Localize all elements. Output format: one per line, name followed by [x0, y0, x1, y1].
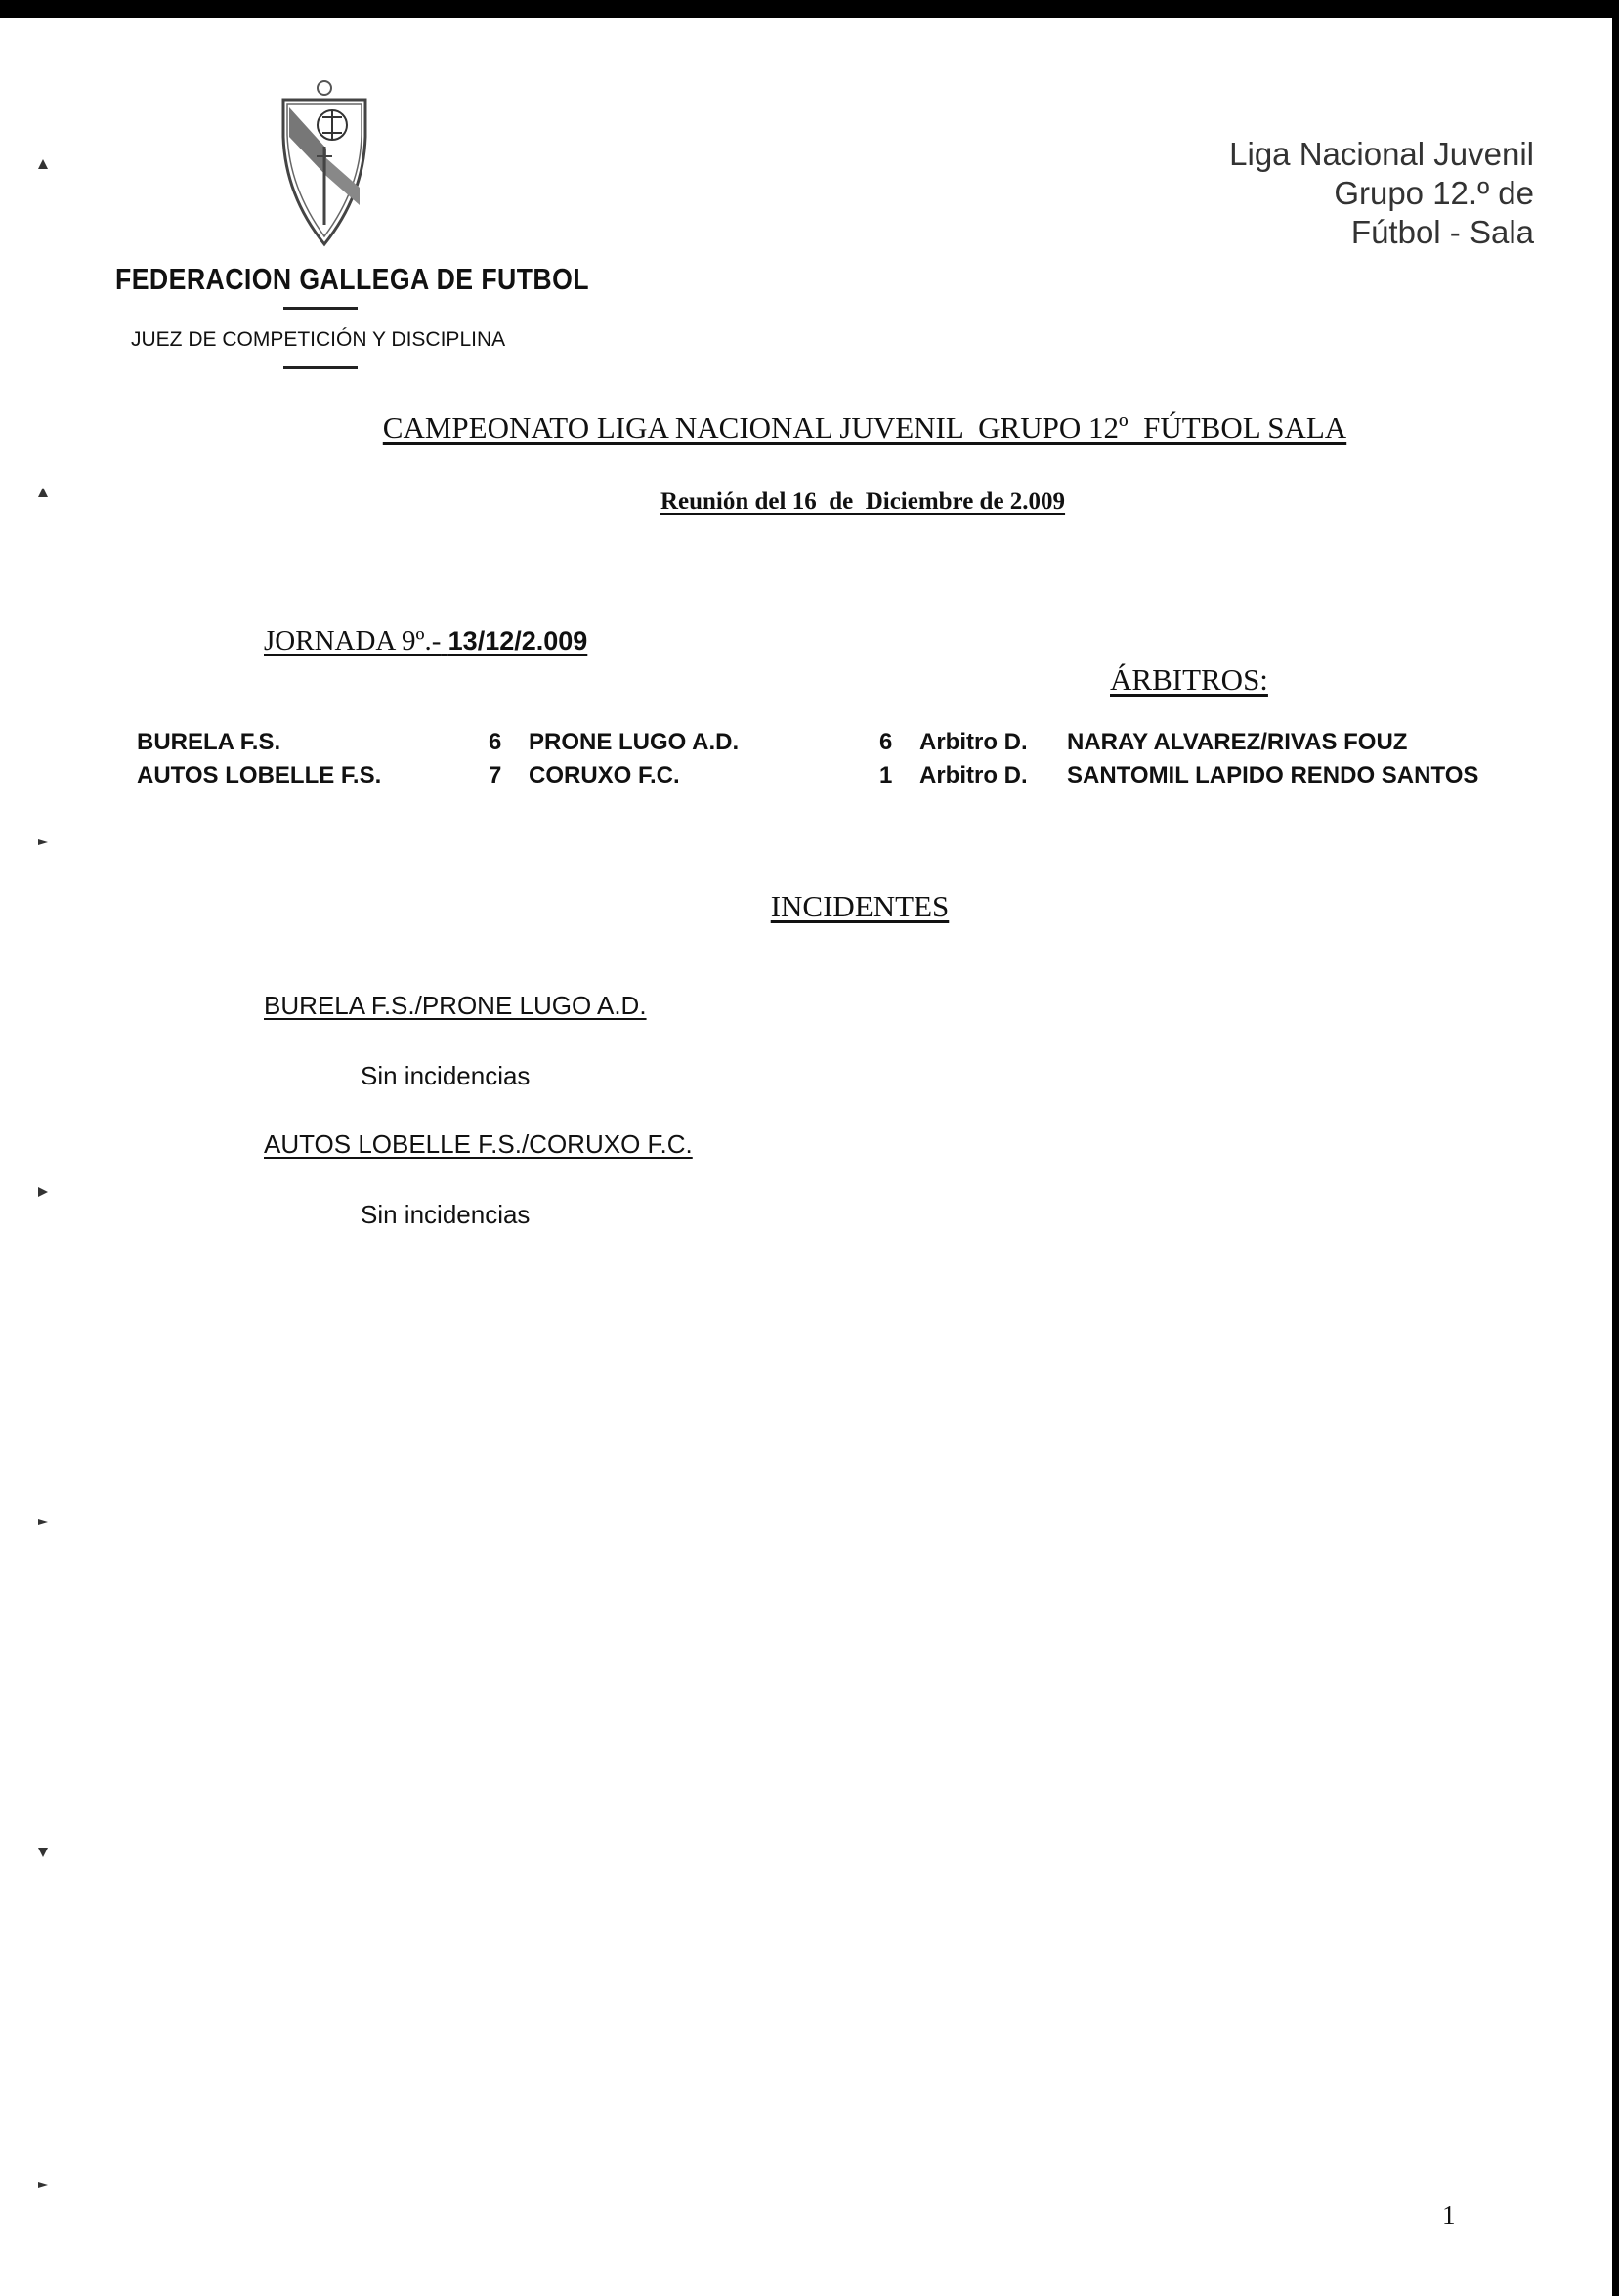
- home-team: BURELA F.S.: [137, 729, 281, 755]
- referee-role: Arbitro D.: [919, 729, 1028, 755]
- away-score: 1: [879, 762, 893, 788]
- referee-names: NARAY ALVAREZ/RIVAS FOUZ: [1067, 729, 1408, 755]
- divider: [283, 307, 358, 310]
- scan-mark-icon: [37, 1847, 49, 1858]
- divider: [283, 366, 358, 369]
- page-number: 1: [1442, 2200, 1456, 2230]
- scan-mark-icon: [37, 158, 49, 170]
- scan-mark-icon: [37, 2179, 49, 2190]
- meeting-date: Reunión del 16 de Diciembre de 2.009: [660, 489, 1066, 515]
- referee-role: Arbitro D.: [919, 762, 1028, 788]
- championship-title: CAMPEONATO LIGA NACIONAL JUVENIL GRUPO 12º FÚTBOL SALA: [382, 410, 1347, 445]
- jornada-date: 13/12/2.009: [447, 626, 588, 656]
- incident-match: AUTOS LOBELLE F.S./CORUXO F.C.: [264, 1129, 693, 1159]
- federation-name: FEDERACION GALLEGA DE FUTBOL: [115, 262, 589, 296]
- incidents-heading: INCIDENTES: [770, 889, 950, 923]
- department-name: JUEZ DE COMPETICIÓN Y DISCIPLINA: [131, 328, 506, 351]
- away-score: 6: [879, 729, 893, 755]
- federation-crest-logo: [277, 78, 371, 248]
- league-heading: [1229, 135, 1534, 252]
- incident-match: BURELA F.S./PRONE LUGO A.D.: [264, 991, 647, 1020]
- document-page: [0, 18, 1612, 2296]
- home-team: AUTOS LOBELLE F.S.: [137, 762, 382, 788]
- jornada-heading: [264, 625, 587, 658]
- away-team: PRONE LUGO A.D.: [529, 729, 740, 755]
- scan-mark-icon: [37, 836, 49, 848]
- scan-mark-icon: [37, 487, 49, 498]
- league-line: Fútbol - Sala: [1350, 214, 1534, 250]
- incident-text: Sin incidencias: [361, 1061, 531, 1090]
- league-line: Grupo 12.º de: [1334, 175, 1534, 211]
- scan-mark-icon: [37, 1516, 49, 1528]
- league-line: Liga Nacional Juvenil: [1229, 136, 1534, 172]
- incident-text: Sin incidencias: [361, 1200, 531, 1229]
- home-score: 6: [489, 729, 502, 755]
- away-team: CORUXO F.C.: [529, 762, 680, 788]
- referee-names: SANTOMIL LAPIDO RENDO SANTOS: [1067, 762, 1479, 788]
- home-score: 7: [489, 762, 502, 788]
- scan-mark-icon: [37, 1186, 49, 1198]
- jornada-label: JORNADA 9º.-: [264, 625, 442, 657]
- referees-heading: ÁRBITROS:: [1110, 662, 1268, 697]
